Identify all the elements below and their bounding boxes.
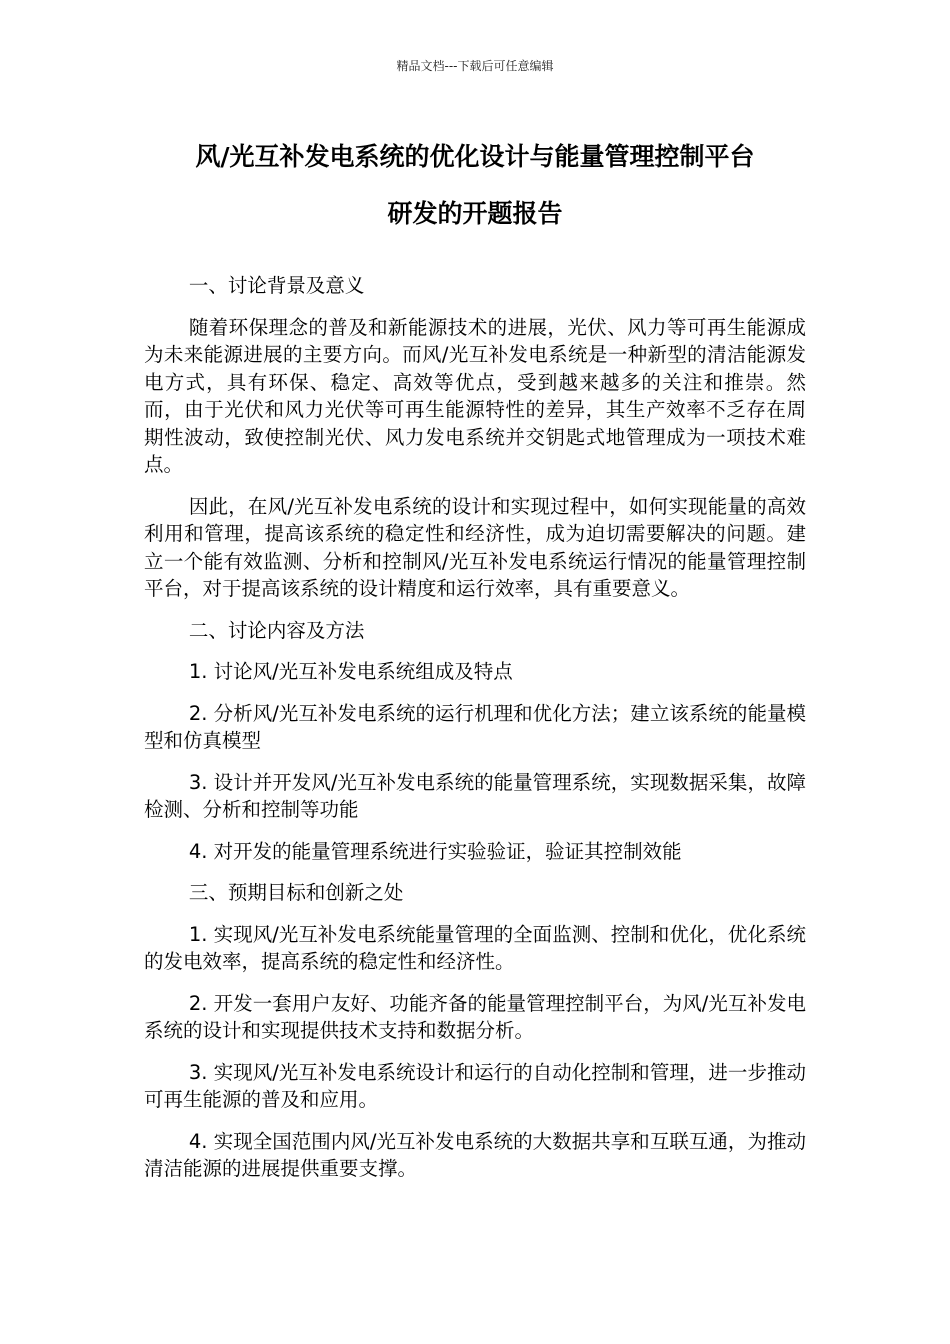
goal-item-4: 4. 实现全国范围内风/光互补发电系统的大数据共享和互联互通，为推动清洁能源的进展提供重要支撑。 bbox=[144, 1129, 806, 1180]
paragraph-background-2: 因此，在风/光互补发电系统的设计和实现过程中，如何实现能量的高效利用和管理，提高该系统的稳定性和经济性，成为迫切需要解决的问题。建立一个能有效监测、分析和控制风/光互补发电系统运行情况的能量管理控制平台，对于提高该系统的设计精度和运行效率，具有重要意义。 bbox=[144, 494, 806, 600]
content-item-3: 3. 设计并开发风/光互补发电系统的能量管理系统，实现数据采集，故障检测、分析和控制等功能 bbox=[144, 770, 806, 821]
goal-item-2: 2. 开发一套用户友好、功能齐备的能量管理控制平台，为风/光互补发电系统的设计和实现提供技术支持和数据分析。 bbox=[144, 991, 806, 1042]
section-heading-content: 二、讨论内容及方法 bbox=[188, 618, 365, 642]
section-heading-background: 一、讨论背景及意义 bbox=[188, 274, 365, 297]
paragraph-background-1: 随着环保理念的普及和新能源技术的进展，光伏、风力等可再生能源成为未来能源进展的主要方向。而风/光互补发电系统是一种新型的清洁能源发电方式，具有环保、稳定、高效等优点，受到越来越多的关注和推崇。然而，由于光伏和风力光伏等可再生能源特性的差异，其生产效率不乏存在周期性波动，致使控制光伏、风力发电系统并交钥匙式地管理成为一项技术难点。 bbox=[144, 315, 806, 476]
content-item-2: 2. 分析风/光互补发电系统的运行机理和优化方法；建立该系统的能量模型和仿真模型 bbox=[144, 701, 806, 752]
document-body bbox=[144, 272, 806, 1197]
document-title-line-1: 风/光互补发电系统的优化设计与能量管理控制平台 bbox=[195, 142, 755, 171]
header-note: 精品文档---下载后可任意编辑 bbox=[396, 59, 554, 73]
content-item-1: 1. 讨论风/光互补发电系统组成及特点 bbox=[188, 660, 513, 683]
goal-item-3: 3. 实现风/光互补发电系统设计和运行的自动化控制和管理，进一步推动可再生能源的普及和应用。 bbox=[144, 1060, 806, 1111]
content-item-4: 4. 对开发的能量管理系统进行实验验证，验证其控制效能 bbox=[188, 839, 682, 863]
section-heading-goals: 三、预期目标和创新之处 bbox=[188, 881, 404, 904]
document-title-line-2: 研发的开题报告 bbox=[387, 199, 563, 228]
goal-item-1: 1. 实现风/光互补发电系统能量管理的全面监测、控制和优化，优化系统的发电效率，提高系统的稳定性和经济性。 bbox=[144, 922, 806, 973]
